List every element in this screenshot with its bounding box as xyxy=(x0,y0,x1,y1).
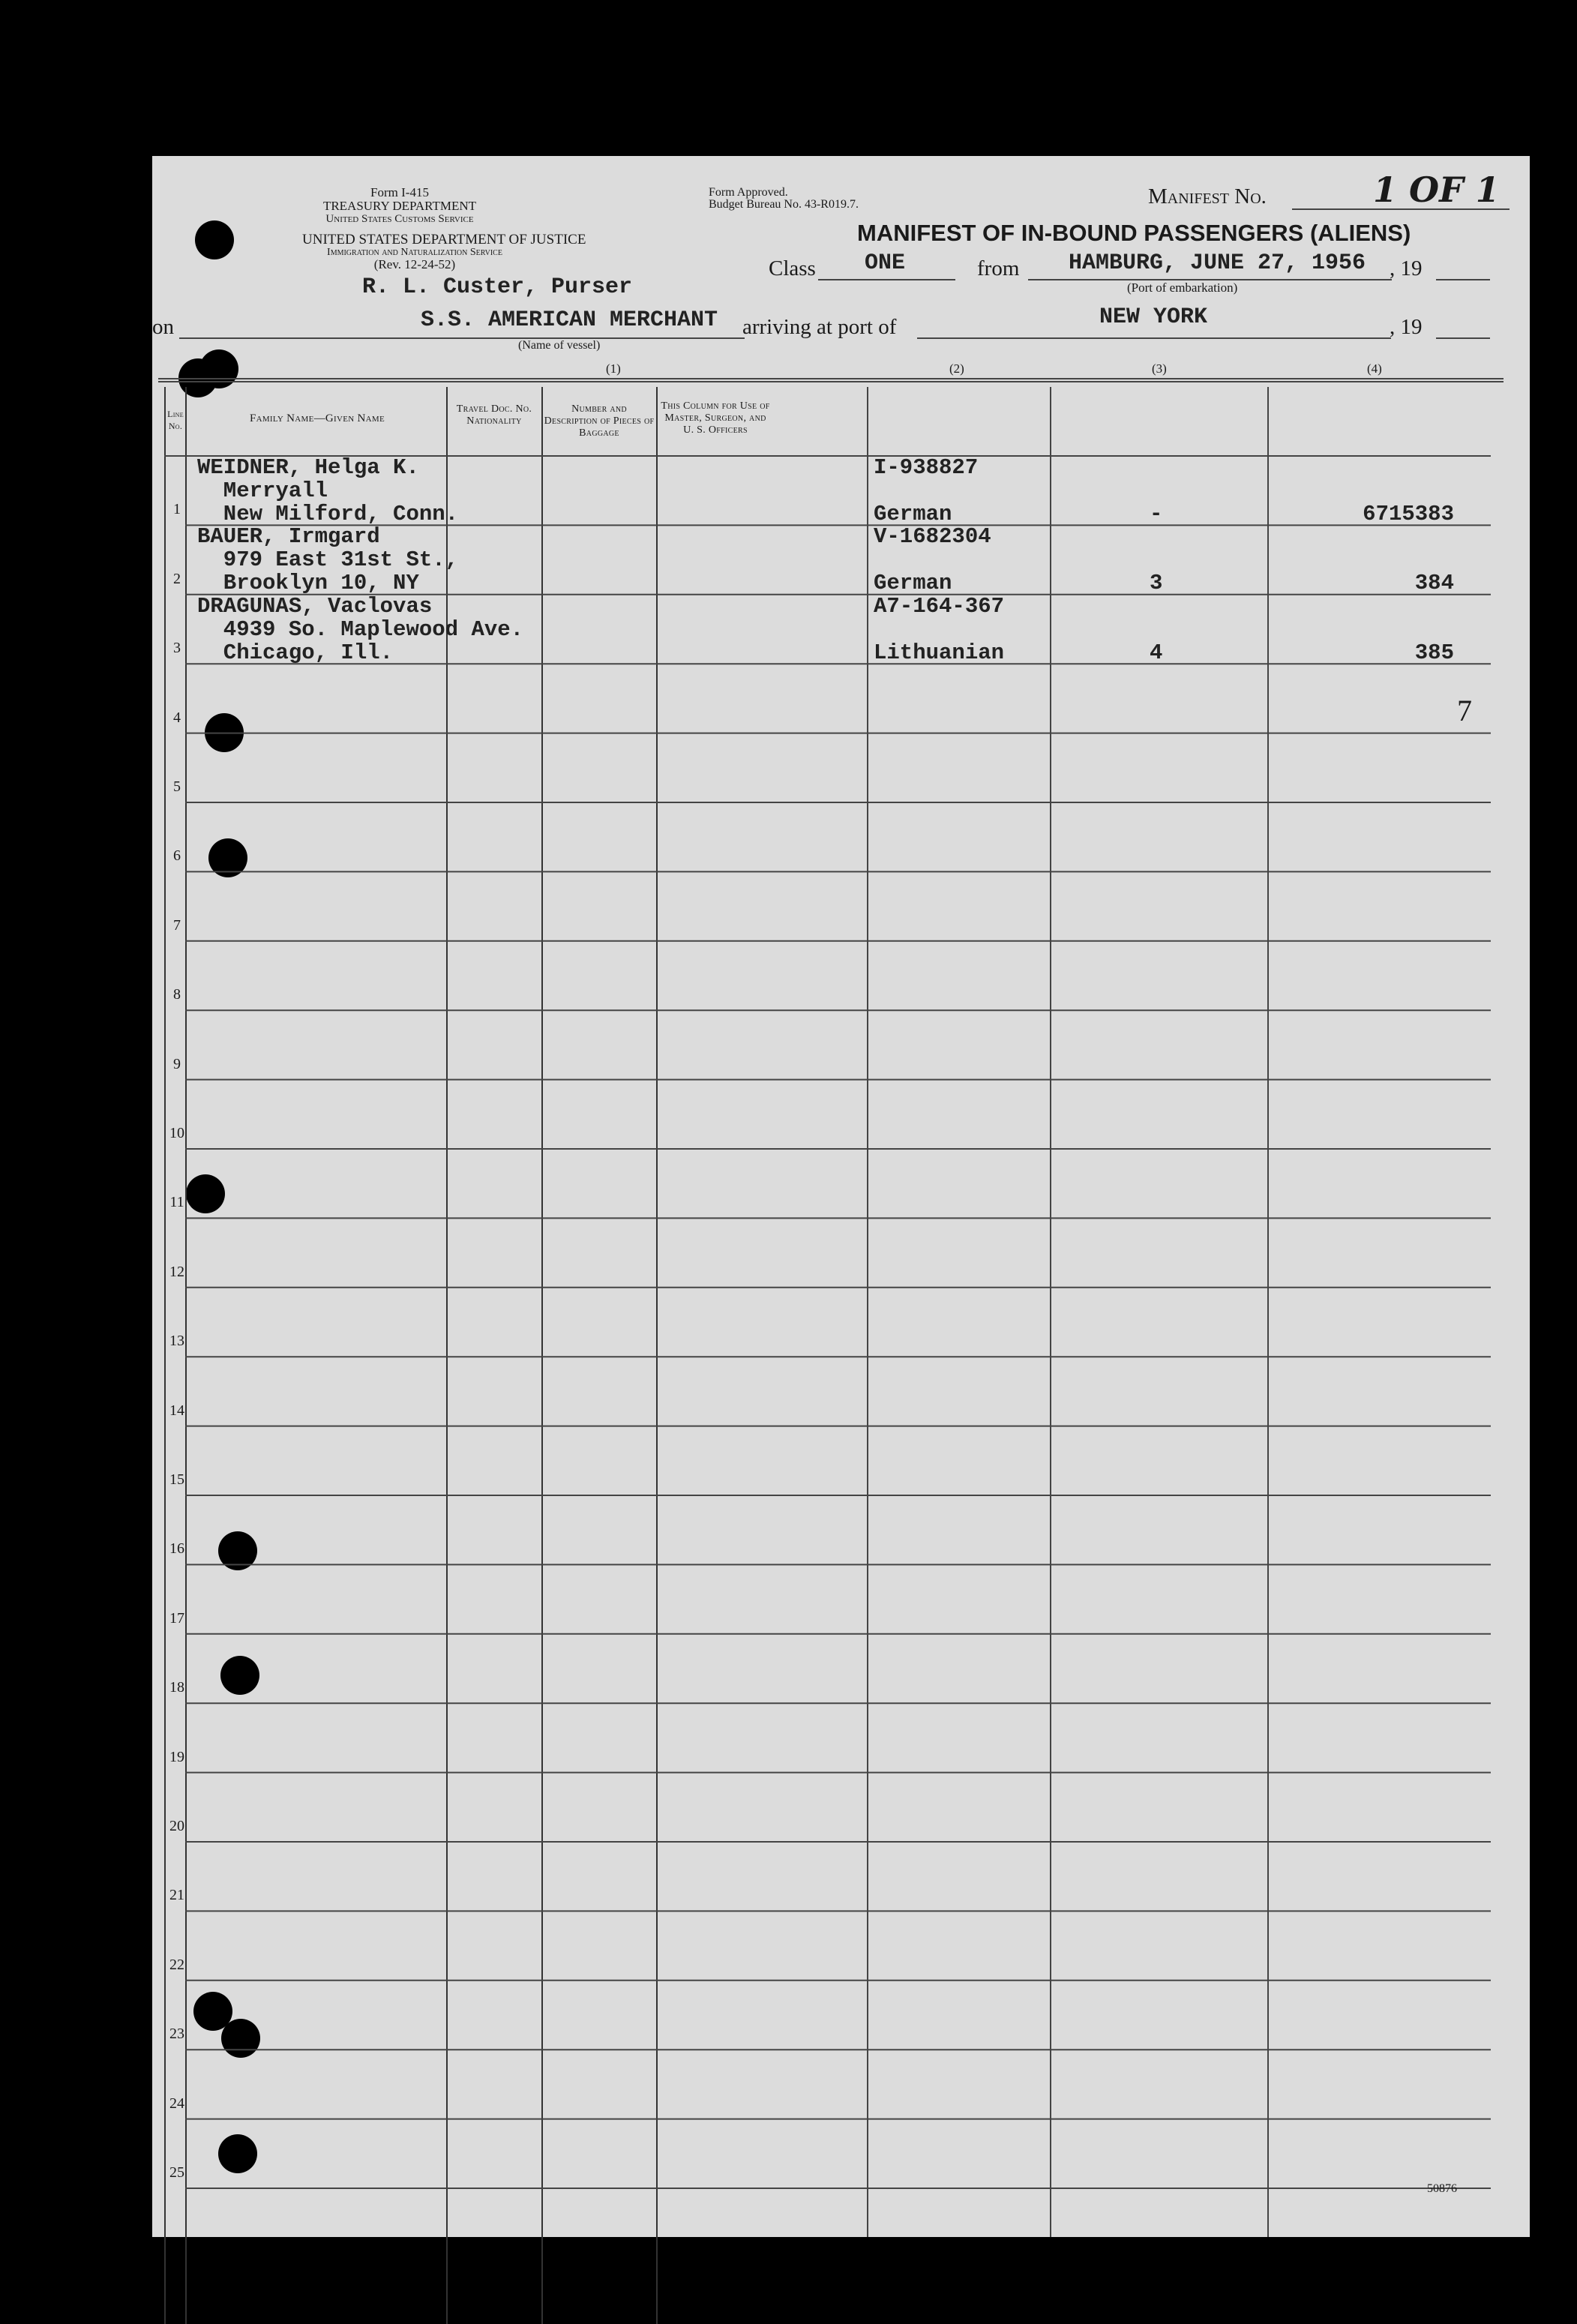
department-of-justice: UNITED STATES DEPARTMENT OF JUSTICE xyxy=(302,232,586,247)
row-number: 21 xyxy=(169,1887,184,1904)
row-number: 5 xyxy=(173,778,181,795)
baggage-count: - xyxy=(1150,502,1163,526)
from-value: HAMBURG, JUNE 27, 1956 xyxy=(1069,250,1366,276)
manifest-no-label: Manifest No. xyxy=(1148,184,1267,208)
row-number: 19 xyxy=(169,1748,184,1765)
row-number: 20 xyxy=(169,1818,184,1834)
from-year-suffix: , 19 xyxy=(1390,256,1423,280)
column-number-3: (3) xyxy=(1152,361,1167,376)
row-number: 22 xyxy=(169,1956,184,1973)
immigration-service: Immigration and Naturalization Service xyxy=(327,247,502,258)
row-number: 12 xyxy=(169,1263,184,1280)
row-number: 9 xyxy=(173,1055,181,1072)
row-number: 16 xyxy=(169,1540,184,1558)
footer-code: 50876 xyxy=(1427,2182,1457,2195)
arriving-year-suffix: , 19 xyxy=(1390,315,1423,339)
row-number: 2 xyxy=(173,570,181,587)
officer-number: 385 xyxy=(1414,640,1454,665)
column-number-4: (4) xyxy=(1367,361,1382,376)
row-number: 4 xyxy=(173,709,181,726)
header-officers: This Column for Use of Master, Surgeon, and U. S. Officers xyxy=(661,400,770,436)
nationality: German xyxy=(874,571,952,596)
header-baggage: Number and Description of Pieces of Baggage xyxy=(544,403,655,439)
margin-note: 7 xyxy=(1457,694,1472,727)
treasury-department: TREASURY DEPARTMENT xyxy=(322,199,477,213)
form-number: Form I-415 xyxy=(370,185,429,199)
manifest-page xyxy=(152,156,1530,2237)
nationality: Lithuanian xyxy=(874,640,1005,665)
row-number: 3 xyxy=(173,640,181,657)
form-approved: Form Approved. xyxy=(709,186,788,199)
budget-bureau: Budget Bureau No. 43-R019.7. xyxy=(709,198,859,211)
row-number: 24 xyxy=(169,2095,184,2112)
baggage-count: 3 xyxy=(1150,571,1163,596)
header-travel-doc: Travel Doc. No. Nationality xyxy=(456,403,532,427)
row-number: 11 xyxy=(169,1194,184,1211)
officer-number: 384 xyxy=(1414,571,1454,596)
row-number: 17 xyxy=(169,1609,184,1627)
passenger-name-address: BAUER, Irmgard 979 East 31st St., Brooklyn 10, NY xyxy=(197,524,459,596)
travel-doc-number: I-938827 xyxy=(874,455,979,480)
row-number: 23 xyxy=(169,2026,184,2043)
from-label: from xyxy=(977,256,1020,280)
revision-date: (Rev. 12-24-52) xyxy=(373,257,456,271)
row-number: 10 xyxy=(169,1125,184,1141)
officer-number: 6715383 xyxy=(1363,502,1454,526)
port-of-embarkation-caption: (Port of embarkation) xyxy=(1127,280,1238,295)
nationality: German xyxy=(874,502,952,526)
travel-doc-number: A7-164-367 xyxy=(874,593,1005,619)
vessel-caption: (Name of vessel) xyxy=(518,339,601,352)
column-number-1: (1) xyxy=(606,361,621,376)
header-line-no: Line No. xyxy=(167,409,184,431)
row-number: 1 xyxy=(173,501,181,518)
column-number-2: (2) xyxy=(949,361,964,376)
baggage-count: 4 xyxy=(1150,640,1163,665)
row-number: 18 xyxy=(169,1679,184,1696)
arriving-port: NEW YORK xyxy=(1099,304,1208,330)
passenger-name-address: WEIDNER, Helga K. Merryall New Milford, Conn. xyxy=(197,455,459,526)
row-number: 6 xyxy=(173,847,181,865)
row-number: 14 xyxy=(169,1402,184,1419)
header-family-name: Family Name—Given Name xyxy=(249,412,385,424)
class-value: ONE xyxy=(865,250,906,276)
row-number: 25 xyxy=(169,2164,184,2181)
class-label: Class xyxy=(769,256,816,280)
row-number: 8 xyxy=(173,986,181,1003)
vessel-prefix: on xyxy=(152,315,174,339)
page-title: MANIFEST OF IN-BOUND PASSENGERS (ALIENS) xyxy=(857,220,1411,246)
row-number: 7 xyxy=(173,916,181,934)
row-number: 15 xyxy=(169,1471,184,1488)
vessel-name: S.S. AMERICAN MERCHANT xyxy=(421,307,718,333)
arriving-label: arriving at port of xyxy=(742,315,897,339)
passenger-name-address: DRAGUNAS, Vaclovas 4939 So. Maplewood Ave. Chicago, Ill. xyxy=(197,593,524,665)
purser: R. L. Custer, Purser xyxy=(362,274,633,300)
travel-doc-number: V-1682304 xyxy=(874,524,991,550)
manifest-no-value: 1 OF 1 xyxy=(1373,169,1500,210)
row-number: 13 xyxy=(169,1333,184,1350)
customs-service: United States Customs Service xyxy=(325,213,474,225)
